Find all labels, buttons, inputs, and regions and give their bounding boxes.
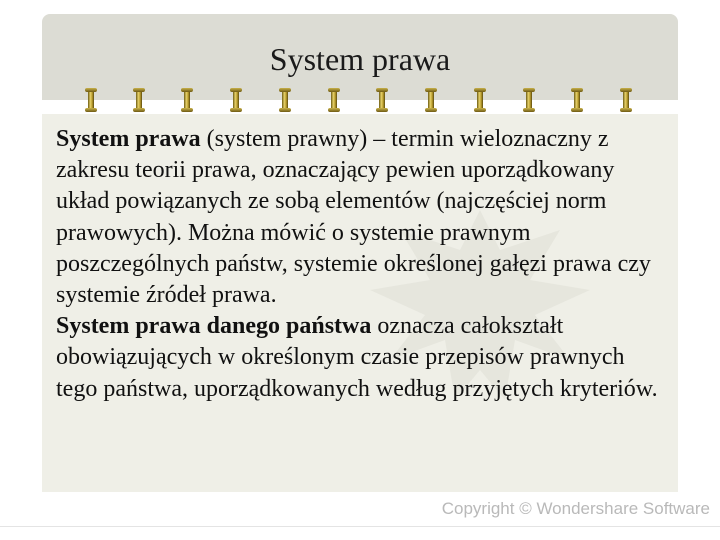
binder-ring-icon xyxy=(181,86,193,112)
slide-title: System prawa xyxy=(269,40,451,77)
state-system-term: System prawa danego państwa xyxy=(56,313,372,340)
definition-paragraph xyxy=(56,124,666,311)
binder-ring-icon xyxy=(328,86,340,112)
definition-text: (system prawny) – termin wieloznaczny z zakresu teorii prawa, oznaczający pewien uporządkowany układ powiązanych ze sobą elementów (najczęściej norm prawowych). Można mówić o systemie prawnym poszczególnych państw, systemie określonej gałęzi prawa czy systemie źródeł prawa. xyxy=(56,126,651,309)
slide-body xyxy=(56,124,666,405)
copyright-notice: Copyright © Wondershare Software xyxy=(441,499,710,518)
footer-divider xyxy=(0,526,720,527)
binder-ring-icon xyxy=(571,86,583,112)
state-system-paragraph xyxy=(56,311,666,405)
binder-rings xyxy=(42,86,678,116)
binder-ring-icon xyxy=(425,86,437,112)
binder-ring-icon xyxy=(474,86,486,112)
binder-ring-icon xyxy=(133,86,145,112)
binder-ring-icon xyxy=(85,86,97,112)
state-system-text: oznacza całokształt obowiązujących w określonym czasie przepisów prawnych tego państwa, uporządkowanych według przyjętych kryteriów. xyxy=(56,313,658,402)
definition-term: System prawa xyxy=(56,126,201,152)
binder-ring-icon xyxy=(376,86,388,112)
binder-ring-icon xyxy=(523,86,535,112)
binder-ring-icon xyxy=(279,86,291,112)
binder-ring-icon xyxy=(620,86,632,112)
binder-ring-icon xyxy=(230,86,242,112)
